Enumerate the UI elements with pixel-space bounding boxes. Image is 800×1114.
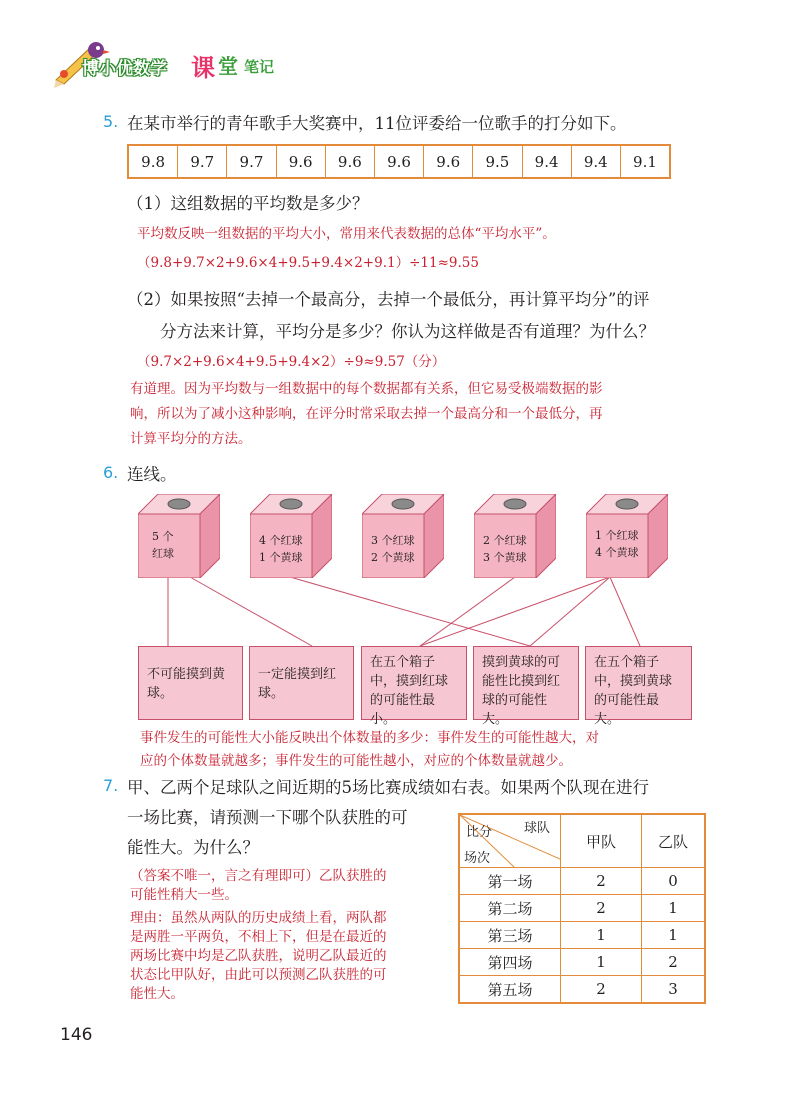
column-header-jia: 甲队 (561, 814, 642, 868)
cell-jia: 1 (561, 949, 642, 976)
answer-5-2-line4: 计算平均分的方法。 (130, 431, 252, 447)
table-corner-cell (459, 814, 561, 868)
table-row (459, 976, 705, 1004)
cell-jia: 2 (561, 868, 642, 895)
column-header-yi: 乙队 (642, 814, 706, 868)
card-4: 摸到黄球的可能性比摸到红球的可能性大。 (473, 646, 579, 720)
card-1: 不可能摸到黄球。 (138, 646, 243, 720)
question-5-sub2-line1: （2）如果按照“去掉一个最高分，去掉一个最低分，再计算平均分”的评 (127, 290, 650, 309)
row-label: 第三场 (459, 922, 561, 949)
answer-5-2-line3: 响，所以为了减小这种影响，在评分时常采取去掉一个最高分和一个最低分，再 (130, 406, 603, 422)
box-4 (474, 494, 556, 578)
answer-7-line5: 两场比赛中均是乙队获胜，说明乙队最近的 (130, 948, 387, 964)
question-7-number: 7. (103, 776, 119, 795)
box-2 (250, 494, 332, 578)
cell-yi: 0 (642, 868, 706, 895)
row-label: 第四场 (459, 949, 561, 976)
question-5-text: 在某市举行的青年歌手大奖赛中，11位评委给一位歌手的打分如下。 (127, 114, 627, 133)
box-1-label-line1: 5 个 (152, 530, 174, 543)
score-cell: 9.6 (424, 145, 473, 178)
cell-yi: 1 (642, 895, 706, 922)
question-5-sub1: （1）这组数据的平均数是多少？ (127, 194, 369, 213)
corner-label-bottom: 场次 (464, 851, 491, 866)
logo-text-tang: 堂 (218, 54, 238, 78)
box-4-label-line1: 2 个红球 (483, 534, 527, 547)
card-5: 在五个箱子中，摸到黄球的可能性最大。 (585, 646, 692, 720)
match-results-table (458, 813, 706, 1004)
answer-7-line4: 是两胜一平两负，不相上下，但是在最近的 (130, 929, 387, 945)
answer-7-line7: 能性大。 (130, 986, 184, 1002)
answer-5-2-line2: 有道理。因为平均数与一组数据中的每个数据都有关系，但它易受极端数据的影 (130, 381, 603, 397)
box-1 (138, 494, 220, 578)
box-3 (362, 494, 444, 578)
table-header-row (459, 814, 705, 868)
question-5-sub2-line2: 分方法来计算，平均分是多少？你认为这样做是否有道理？为什么？ (160, 322, 655, 341)
corner-label-mid: 比分 (466, 825, 493, 840)
score-cell: 9.6 (276, 145, 325, 178)
score-cell: 9.1 (620, 145, 670, 178)
answer-5-1-line2: （9.8+9.7×2+9.6×4+9.5+9.4×2+9.1）÷11≈9.55 (137, 255, 479, 271)
answer-5-1-line1: 平均数反映一组数据的平均大小，常用来代表数据的总体“平均水平”。 (137, 226, 556, 242)
score-cell: 9.6 (325, 145, 374, 178)
cell-yi: 3 (642, 976, 706, 1004)
answer-7-line3: 理由：虽然从两队的历史成绩上看，两队都 (130, 910, 387, 926)
corner-label-top: 球队 (524, 821, 551, 836)
box-3-label-line1: 3 个红球 (371, 534, 415, 547)
score-cell: 9.4 (571, 145, 620, 178)
answer-7-line6: 状态比甲队好，由此可以预测乙队获胜的可 (130, 967, 387, 983)
cell-jia: 2 (561, 976, 642, 1004)
answer-7-line1: （答案不唯一，言之有理即可）乙队获胜的 (130, 868, 387, 884)
answer-7-line2: 可能性稍大一些。 (130, 887, 238, 903)
box-5-label-line2: 4 个黄球 (595, 546, 639, 559)
row-label: 第五场 (459, 976, 561, 1004)
question-6-text: 连线。 (127, 465, 177, 484)
box-shape (138, 494, 220, 578)
answer-5-2-line1: （9.7×2+9.6×4+9.5+9.4×2）÷9≈9.57（分） (137, 354, 446, 370)
box-2-label-line1: 4 个红球 (259, 534, 303, 547)
cell-jia: 1 (561, 922, 642, 949)
cell-yi: 2 (642, 949, 706, 976)
score-cell: 9.7 (227, 145, 276, 178)
box-1-label-line2: 红球 (152, 547, 174, 560)
logo-text-main: 博小优数学 (82, 59, 167, 79)
score-cell: 9.7 (178, 145, 227, 178)
answer-6-line1: 事件发生的可能性大小能反映出个体数量的多少：事件发生的可能性越大，对 (140, 730, 599, 746)
box-5-label-line1: 1 个红球 (595, 529, 639, 542)
box-2-label-line2: 1 个黄球 (259, 551, 303, 564)
card-3: 在五个箱子中，摸到红球的可能性最小。 (361, 646, 467, 720)
table-row (459, 922, 705, 949)
box-3-label-line2: 2 个黄球 (371, 551, 415, 564)
score-cell: 9.5 (473, 145, 522, 178)
row-label: 第一场 (459, 868, 561, 895)
question-6-number: 6. (103, 463, 119, 482)
cell-jia: 2 (561, 895, 642, 922)
question-7-text-line1: 甲、乙两个足球队之间近期的5场比赛成绩如右表。如果两个队现在进行 (127, 778, 649, 797)
question-5-number: 5. (103, 112, 119, 131)
score-cell: 9.4 (522, 145, 571, 178)
score-cell: 9.8 (128, 145, 178, 178)
question-7-text-line3: 能性大。为什么？ (127, 838, 259, 857)
box-5 (586, 494, 668, 578)
question-7-text-line2: 一场比赛，请预测一下哪个队获胜的可 (127, 808, 408, 827)
answer-6-line2: 应的个体数量就越多；事件发生的可能性越小，对应的个体数量就越少。 (140, 753, 572, 769)
score-cell: 9.6 (374, 145, 423, 178)
card-2: 一定能摸到红球。 (249, 646, 354, 720)
table-row (459, 949, 705, 976)
logo-text-biji: 笔记 (244, 58, 275, 76)
cell-yi: 1 (642, 922, 706, 949)
box-4-label-line2: 3 个黄球 (483, 551, 527, 564)
row-label: 第二场 (459, 895, 561, 922)
table-row (459, 895, 705, 922)
table-row (459, 868, 705, 895)
logo-text-ke: 课 (191, 54, 215, 82)
page-number: 146 (60, 1025, 93, 1045)
